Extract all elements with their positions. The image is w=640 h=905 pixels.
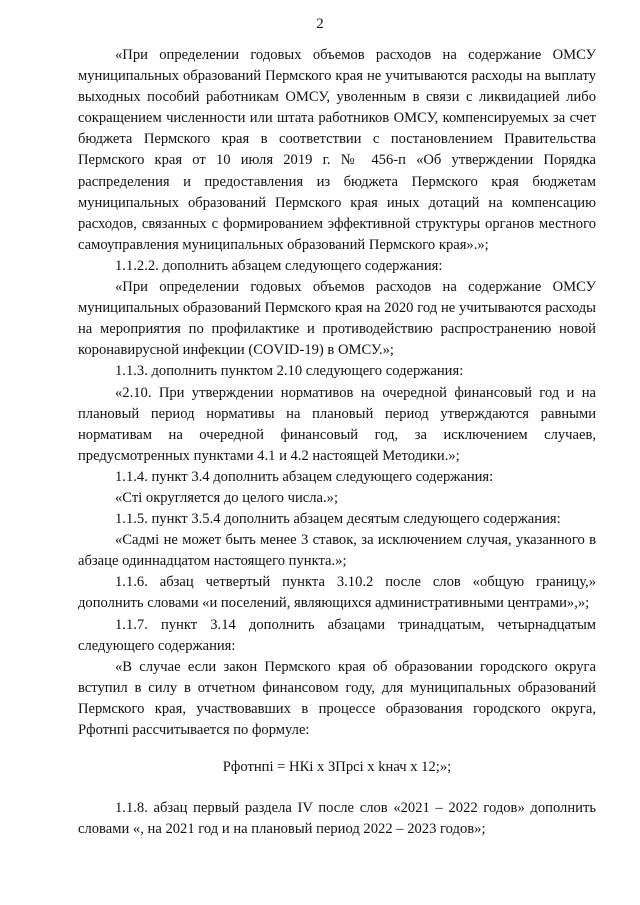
paragraph-1-1-6: 1.1.6. абзац четвертый пункта 3.10.2 после слов «общую границу,» дополнить словами «и поселений, являющихся административными центрами»,»; — [78, 574, 596, 612]
paragraph-2-10: «2.10. При утверждении нормативов на очередной финансовый год и на плановый период нормативы на плановый период утверждаются равными нормативам на очередной финансовый год, за исключением случаев, предусмотренных пунктами 4.1 и 4.2 настоящей Методики.»; — [78, 384, 596, 464]
paragraph-city-district-law: «В случае если закон Пермского края об образовании городского округа вступил в силу в отчетном финансовом году, для муниципальных образований Пермского края, участвовавших в процессе образования городского округа, Рфотнпi рассчитывается по формуле: — [78, 658, 596, 738]
paragraph-1-1-2-2: 1.1.2.2. дополнить абзацем следующего содержания: — [115, 257, 443, 274]
formula: Рфотнпi = НКi х ЗПрсi х kнач х 12;»; — [222, 759, 452, 776]
document-body — [78, 45, 596, 840]
paragraph-omsu-expenses: «При определении годовых объемов расходов на содержание ОМСУ муниципальных образований Пермского края не учитываются расходы на выплату выходных пособий работникам ОМСУ, уволенным в связи с ликвидацией либо сокращением численности или штата работников ОМСУ, компенсируемых за счет бюджета Пермского края в соответствии с постановлением Правительства Пермского края от 10 июля 2019 г. № 456-п «Об утверждении Порядка распределения и предоставления из бюджета Пермского края бюджетам муниципальных образований Пермского края иных дотаций на компенсацию расходов, связанных с формированием эффективной структуры органов местного самоуправления муниципальных образований Пермского края».»; — [78, 47, 596, 253]
paragraph-1-1-7: 1.1.7. пункт 3.14 дополнить абзацами тринадцатым, четырнадцатым следующего содержания: — [78, 616, 596, 654]
paragraph-covid-expenses: «При определении годовых объемов расходов на содержание ОМСУ муниципальных образований Пермского края на 2020 год не учитываются расходы на мероприятия по профилактике и противодействию распространению новой коронавирусной инфекции (COVID-19) в ОМСУ.»; — [78, 279, 596, 359]
paragraph-st-rounding: «Стi округляется до целого числа.»; — [115, 489, 339, 506]
paragraph-1-1-8: 1.1.8. абзац первый раздела IV после слов «2021 – 2022 годов» дополнить словами «, на 2021 год и на плановый период 2022 – 2023 годов»; — [78, 800, 596, 838]
paragraph-1-1-5: 1.1.5. пункт 3.5.4 дополнить абзацем десятым следующего содержания: — [115, 511, 561, 528]
paragraph-sadm-rates: «Садмi не может быть менее 3 ставок, за исключением случая, указанного в абзаце одиннадцатом настоящего пункта.»; — [78, 532, 596, 570]
paragraph-1-1-4: 1.1.4. пункт 3.4 дополнить абзацем следующего содержания: — [115, 468, 494, 485]
paragraph-1-1-3: 1.1.3. дополнить пунктом 2.10 следующего содержания: — [115, 363, 464, 380]
page-number: 2 — [316, 16, 324, 32]
